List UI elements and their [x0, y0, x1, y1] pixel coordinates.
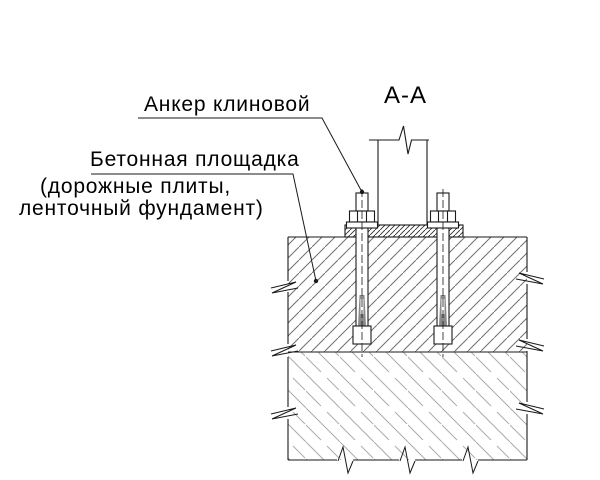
concrete-pad-section	[288, 237, 527, 352]
pad-callout-label: Бетонная площадка	[90, 148, 300, 171]
section-label: A-A	[384, 82, 428, 109]
pad-leader-dot	[314, 279, 318, 283]
anchor-leader-dot	[360, 190, 364, 194]
pad-note-line1: (дорожные плиты,	[40, 175, 232, 198]
foundation-section	[288, 352, 527, 460]
anchor-callout-label: Анкер клиновой	[144, 93, 311, 116]
pad-note-line2: ленточный фундамент)	[19, 197, 264, 220]
